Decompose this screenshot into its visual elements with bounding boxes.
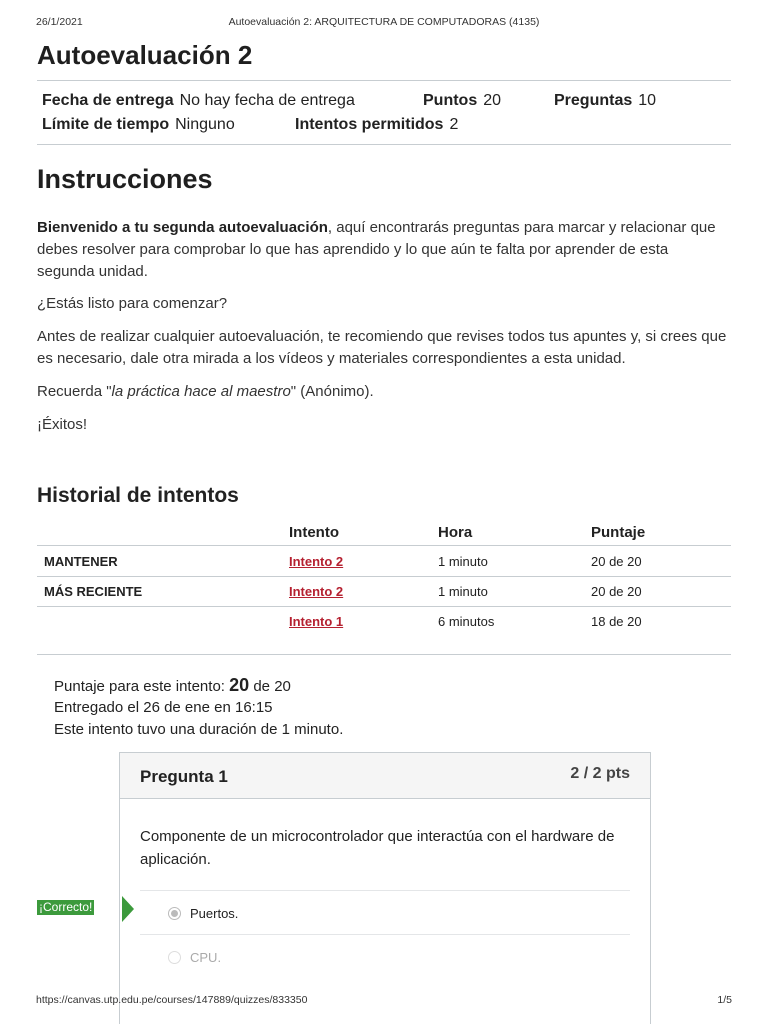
good-luck-text: ¡Éxitos! bbox=[37, 416, 88, 433]
page-url: https://canvas.utp.edu.pe/courses/147889/quizzes/833350 bbox=[36, 994, 308, 1006]
print-title: Autoevaluación 2: ARQUITECTURA DE COMPUTADORAS (4135) bbox=[228, 16, 540, 28]
row-label: MÁS RECIENTE bbox=[44, 584, 143, 599]
submitted-text: Entregado el 26 de ene en 16:15 bbox=[54, 699, 273, 716]
questions-count bbox=[554, 92, 656, 110]
instructions-text: , aquí encontrarás preguntas para marcar y relacionar que debes resolver para comprobar lo que has aprendido y lo que aún te falta por aprender de esta segunda unidad. bbox=[37, 219, 716, 280]
attempts-allowed bbox=[295, 116, 458, 134]
table-divider bbox=[37, 545, 731, 546]
radio-selected-icon bbox=[168, 907, 181, 920]
quote-paragraph bbox=[37, 381, 727, 403]
column-header-time: Hora bbox=[438, 524, 473, 541]
attempt-time: 1 minuto bbox=[438, 584, 488, 599]
attempt-link[interactable]: Intento 1 bbox=[289, 614, 344, 629]
instructions-paragraph bbox=[37, 217, 727, 283]
row-label: MANTENER bbox=[44, 554, 118, 569]
attempt-link[interactable]: Intento 2 bbox=[289, 554, 344, 569]
score-total: de 20 bbox=[253, 678, 291, 695]
history-heading: Historial de intentos bbox=[37, 484, 239, 507]
attempt-score: 20 de 20 bbox=[591, 554, 642, 569]
score-label: Puntaje para este intento: bbox=[54, 678, 225, 695]
time-label: Límite de tiempo bbox=[42, 116, 170, 133]
attempts-label: Intentos permitidos bbox=[295, 116, 444, 133]
table-divider bbox=[37, 606, 731, 607]
attempt-score-summary bbox=[54, 675, 291, 696]
attempt-time: 1 minuto bbox=[438, 554, 488, 569]
table-divider bbox=[37, 576, 731, 577]
attempt-score: 18 de 20 bbox=[591, 614, 642, 629]
divider bbox=[37, 654, 731, 655]
question-title: Pregunta 1 bbox=[140, 767, 228, 786]
question-text: Componente de un microcontrolador que interactúa con el hardware de aplicación. bbox=[140, 828, 615, 868]
column-header-attempt: Intento bbox=[289, 524, 339, 541]
attempt-time: 6 minutos bbox=[438, 614, 495, 629]
questions-value: 10 bbox=[638, 92, 657, 109]
divider bbox=[37, 80, 731, 81]
time-limit bbox=[42, 116, 235, 134]
print-footer bbox=[36, 994, 732, 1008]
score-value: 20 bbox=[229, 675, 250, 695]
answer-divider bbox=[140, 934, 630, 935]
answer-text: Puertos. bbox=[190, 906, 239, 921]
ready-question: ¿Estás listo para comenzar? bbox=[37, 295, 228, 312]
recommendation-paragraph: Antes de realizar cualquier autoevaluación, te recomiendo que revises todos tus apuntes y, si crees que es necesario, dale otra mirada a los vídeos y materiales correspondientes a esta unidad. bbox=[37, 328, 727, 367]
divider bbox=[37, 144, 731, 145]
quote-post: " (Anónimo). bbox=[290, 383, 374, 400]
correct-flag: ¡Correcto! bbox=[39, 900, 93, 914]
answer-text: CPU. bbox=[190, 950, 222, 965]
points-value: 20 bbox=[483, 92, 502, 109]
questions-label: Preguntas bbox=[554, 92, 633, 109]
question-card bbox=[119, 752, 651, 1024]
points bbox=[423, 92, 501, 110]
quote-pre: Recuerda " bbox=[37, 383, 112, 400]
column-header-score: Puntaje bbox=[591, 524, 646, 541]
question-points: 2 / 2 pts bbox=[570, 765, 630, 782]
radio-empty-icon bbox=[168, 951, 181, 964]
time-value: Ninguno bbox=[175, 116, 235, 133]
page-number: 1/5 bbox=[717, 994, 732, 1006]
attempts-value: 2 bbox=[449, 116, 459, 133]
due-date bbox=[42, 92, 355, 110]
question-header bbox=[120, 753, 650, 799]
due-label: Fecha de entrega bbox=[42, 92, 174, 109]
duration-text: Este intento tuvo una duración de 1 minuto. bbox=[54, 721, 344, 738]
quote-text: la práctica hace al maestro bbox=[111, 383, 291, 400]
print-header bbox=[36, 16, 732, 30]
attempt-link[interactable]: Intento 2 bbox=[289, 584, 344, 599]
answer-divider bbox=[140, 890, 630, 891]
attempt-score: 20 de 20 bbox=[591, 584, 642, 599]
welcome-text: Bienvenido a tu segunda autoevaluación bbox=[37, 219, 328, 236]
print-date: 26/1/2021 bbox=[36, 16, 83, 28]
points-label: Puntos bbox=[423, 92, 478, 109]
instructions-heading: Instrucciones bbox=[37, 164, 213, 194]
quiz-title: Autoevaluación 2 bbox=[37, 40, 253, 70]
due-value: No hay fecha de entrega bbox=[179, 92, 355, 109]
